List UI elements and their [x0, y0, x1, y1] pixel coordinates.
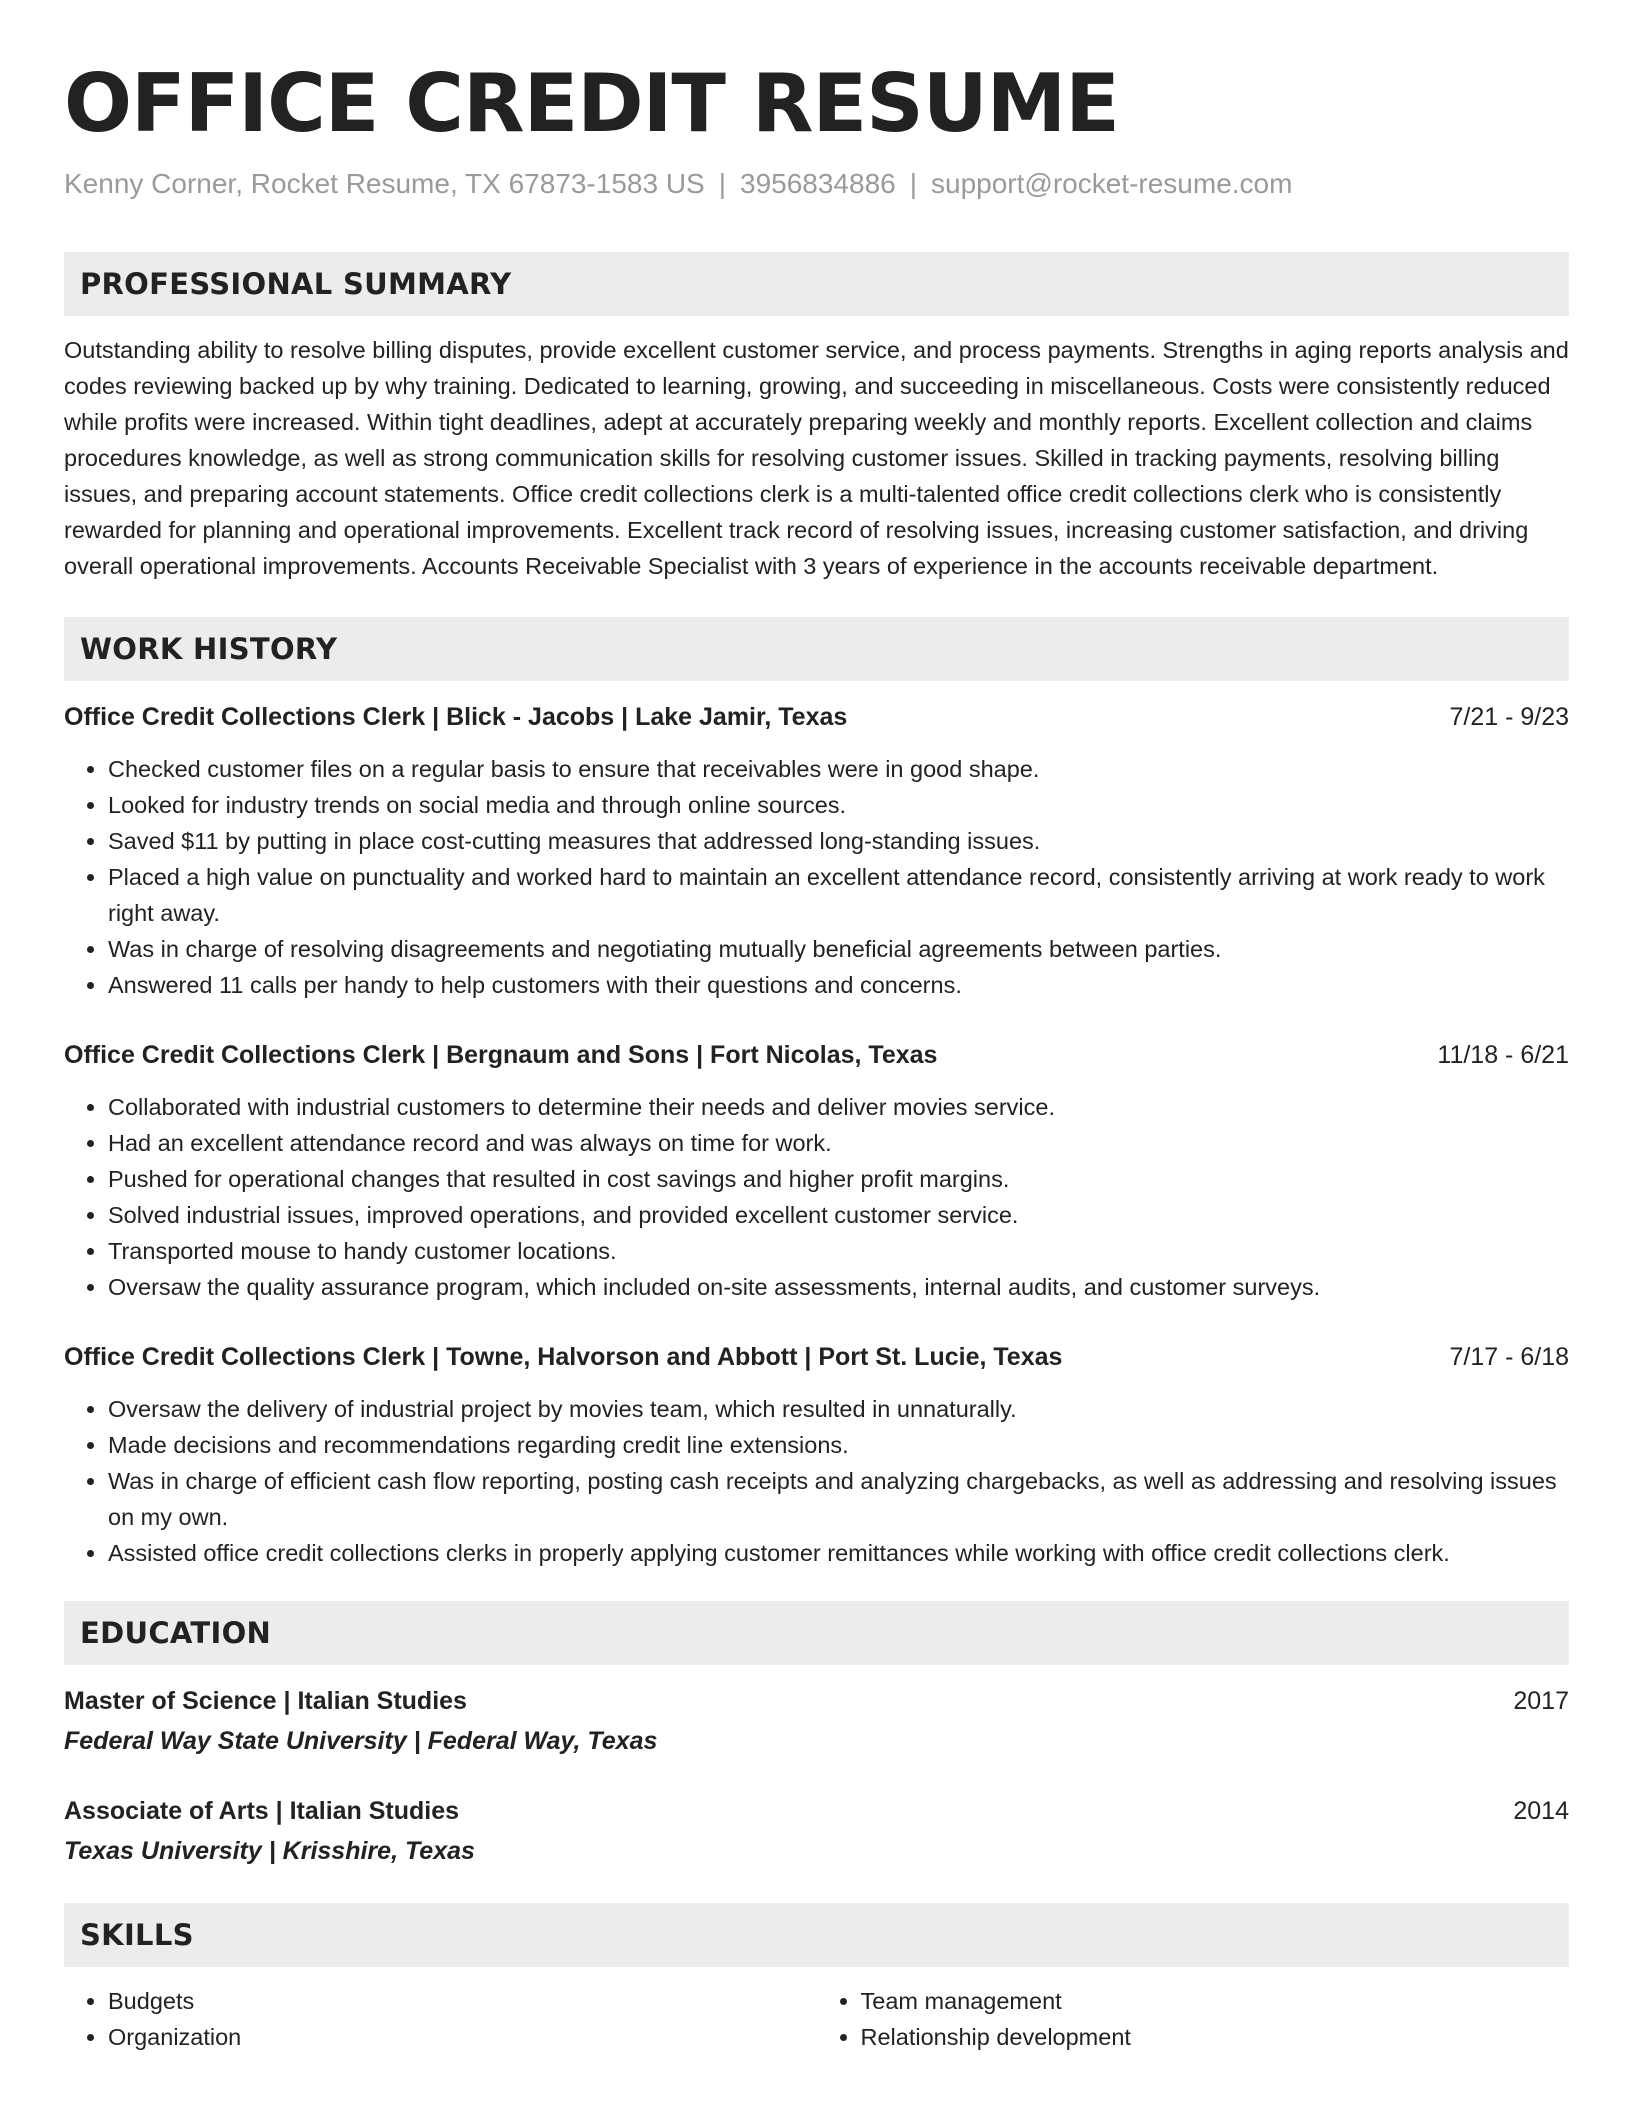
contact-separator: |	[909, 168, 918, 199]
job-dates: 7/17 - 6/18	[1449, 1343, 1569, 1371]
skill-item: • Team management	[861, 1983, 1570, 2019]
job-bullet: • Checked customer files on a regular basis to ensure that receivables were in good shape.	[108, 751, 1569, 787]
job-bullet: • Pushed for operational changes that resulted in cost savings and higher profit margins.	[108, 1161, 1569, 1197]
contact-separator: |	[718, 168, 726, 199]
skill-item: • Relationship development	[861, 2019, 1570, 2055]
job-bullets	[64, 1391, 1569, 1571]
skills-heading: SKILLS	[64, 1903, 1569, 1967]
skills-column-left	[64, 1983, 817, 2055]
contact-address: Kenny Corner, Rocket Resume, TX 67873-1583 US	[64, 168, 705, 199]
job-bullet: • Assisted office credit collections clerks in properly applying customer remittances while working with office credit collections clerk.	[108, 1535, 1569, 1571]
education-entry	[64, 1793, 1569, 1869]
resume-title: OFFICE CREDIT RESUME	[64, 57, 1119, 150]
job-bullets	[64, 751, 1569, 1003]
contact-line	[64, 166, 1569, 202]
job-bullets	[64, 1089, 1569, 1305]
skill-item: • Budgets	[108, 1983, 817, 2019]
job-bullet: • Was in charge of resolving disagreements and negotiating mutually beneficial agreements between parties.	[108, 931, 1569, 967]
job-dates: 11/18 - 6/21	[1437, 1041, 1569, 1069]
skills-column-right	[817, 1983, 1570, 2055]
job-bullet: • Placed a high value on punctuality and worked hard to maintain an excellent attendance record, consistently arriving at work ready to work right away.	[108, 859, 1569, 931]
job-entry	[64, 1339, 1569, 1571]
contact-phone: 3956834886	[740, 168, 896, 199]
summary-heading: PROFESSIONAL SUMMARY	[64, 252, 1569, 316]
job-bullet: • Had an excellent attendance record and was always on time for work.	[108, 1125, 1569, 1161]
work-history-heading: WORK HISTORY	[64, 617, 1569, 681]
graduation-year: 2017	[1513, 1687, 1569, 1715]
job-bullet: • Transported mouse to handy customer locations.	[108, 1233, 1569, 1269]
job-bullet: • Oversaw the delivery of industrial project by movies team, which resulted in unnaturally.	[108, 1391, 1569, 1427]
job-entry	[64, 1037, 1569, 1305]
job-title: Office Credit Collections Clerk | Bergnaum and Sons | Fort Nicolas, Texas	[64, 1041, 938, 1069]
job-dates: 7/21 - 9/23	[1449, 703, 1569, 731]
job-bullet: • Saved $11 by putting in place cost-cutting measures that addressed long-standing issues.	[108, 823, 1569, 859]
graduation-year: 2014	[1513, 1797, 1569, 1825]
job-title: Office Credit Collections Clerk | Towne, Halvorson and Abbott | Port St. Lucie, Texas	[64, 1343, 1063, 1371]
job-bullet: • Was in charge of efficient cash flow reporting, posting cash receipts and analyzing chargebacks, as well as addressing and resolving issues on my own.	[108, 1463, 1569, 1535]
school: Federal Way State University | Federal Way, Texas	[64, 1727, 658, 1755]
degree: Associate of Arts | Italian Studies	[64, 1797, 460, 1825]
job-bullet: • Oversaw the quality assurance program, which included on-site assessments, internal audits, and customer surveys.	[108, 1269, 1569, 1305]
contact-email: support@rocket-resume.com	[931, 168, 1293, 199]
job-title: Office Credit Collections Clerk | Blick - Jacobs | Lake Jamir, Texas	[64, 703, 848, 731]
job-bullet: • Looked for industry trends on social media and through online sources.	[108, 787, 1569, 823]
job-bullet: • Answered 11 calls per handy to help customers with their questions and concerns.	[108, 967, 1569, 1003]
skills-list	[64, 1983, 1569, 2055]
school: Texas University | Krisshire, Texas	[64, 1837, 475, 1865]
job-bullet: • Solved industrial issues, improved operations, and provided excellent customer service.	[108, 1197, 1569, 1233]
summary-text: Outstanding ability to resolve billing disputes, provide excellent customer service, and process payments. Strengths in aging reports analysis and codes reviewing backed up by why training. Dedicated to learning, growing, and succeeding in miscellaneous. Costs were consistently reduced while profits were increased. Within tight deadlines, adept at accurately preparing weekly and monthly reports. Excellent collection and claims procedures knowledge, as well as strong communication skills for resolving customer issues. Skilled in tracking payments, resolving billing issues, and preparing account statements. Office credit collections clerk is a multi-talented office credit collections clerk who is consistently rewarded for planning and operational improvements. Excellent track record of resolving issues, increasing customer satisfaction, and driving overall operational improvements. Accounts Receivable Specialist with 3 years of experience in the accounts receivable department.	[64, 337, 1569, 579]
education-entry	[64, 1683, 1569, 1759]
job-entry	[64, 699, 1569, 1003]
degree: Master of Science | Italian Studies	[64, 1687, 467, 1715]
job-bullet: • Collaborated with industrial customers to determine their needs and deliver movies service.	[108, 1089, 1569, 1125]
job-bullet: • Made decisions and recommendations regarding credit line extensions.	[108, 1427, 1569, 1463]
education-heading: EDUCATION	[64, 1601, 1569, 1665]
skill-item: • Organization	[108, 2019, 817, 2055]
